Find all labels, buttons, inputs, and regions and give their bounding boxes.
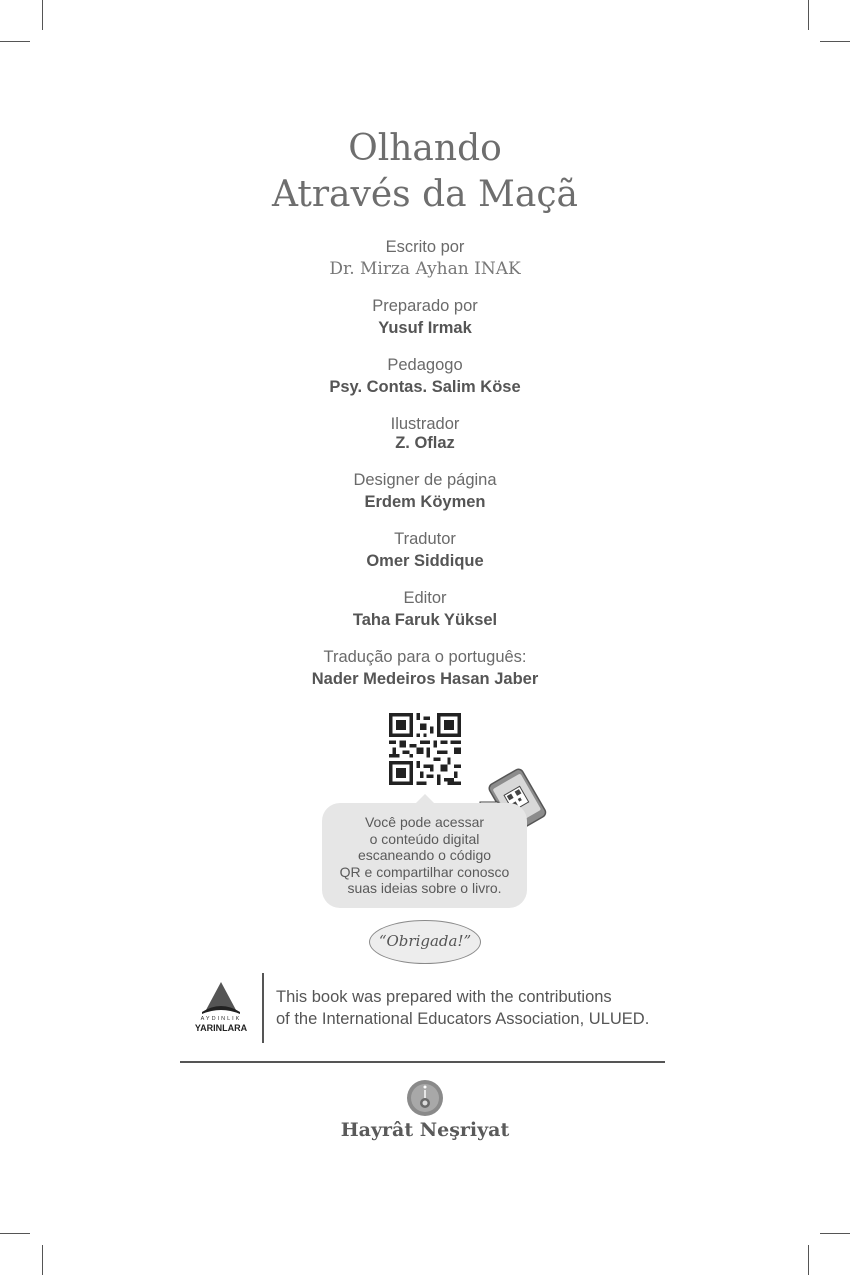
credits-list (0, 236, 850, 705)
credit-name: Dr. Mirza Ayhan INAK (329, 259, 521, 279)
qr-message-line: escaneando o código (357, 847, 492, 863)
logo-text-top: AYDINLIK (200, 1016, 242, 1022)
divider (180, 1061, 665, 1063)
credit-role: Escrito por (385, 238, 465, 256)
credit-role: Editor (403, 589, 447, 607)
credit-name: Omer Siddique (366, 552, 484, 570)
thanks-text: Obrigada! (386, 932, 464, 950)
book-title (0, 126, 850, 218)
crop-mark (0, 1233, 30, 1234)
credit-name: Z. Oflaz (395, 434, 455, 452)
credit-translator (0, 528, 850, 572)
credit-role: Preparado por (372, 297, 478, 315)
qr-message (322, 814, 527, 897)
qr-message-line: QR e compartilhar conosco (339, 863, 510, 880)
qr-message-line: Você pode acessar (364, 814, 485, 830)
publisher-name: Hayrât Neşriyat (340, 1119, 510, 1141)
credit-name: Psy. Contas. Salim Köse (329, 378, 521, 396)
thanks-badge: “Obrigada!” (369, 920, 481, 964)
credit-portuguese-translation (0, 646, 850, 690)
credit-name: Nader Medeiros Hasan Jaber (311, 670, 539, 688)
credit-name: Erdem Köymen (364, 493, 486, 511)
contribution-line: This book was prepared with the contributions (276, 988, 612, 1006)
credit-role: Tradução para o português: (323, 648, 527, 666)
credit-role: Ilustrador (390, 415, 460, 433)
credit-page-designer (0, 469, 850, 513)
divider (262, 973, 264, 1043)
contribution-note (276, 986, 676, 1030)
credit-role: Tradutor (394, 530, 456, 548)
qr-code-icon[interactable] (389, 713, 461, 785)
contribution-line: of the International Educators Association, ULUED. (276, 1010, 650, 1028)
book-title-line-1: Olhando (348, 128, 502, 169)
crop-mark (820, 41, 850, 42)
crop-mark (42, 0, 43, 30)
credit-editor (0, 587, 850, 631)
hayrat-logo-icon (405, 1078, 445, 1118)
crop-mark (42, 1245, 43, 1275)
credit-role: Pedagogo (387, 356, 463, 374)
logo-text-bottom: YARINLARA (194, 1023, 248, 1033)
crop-mark (820, 1233, 850, 1234)
credit-author (0, 236, 850, 280)
qr-message-line: suas ideias sobre o livro. (347, 880, 502, 896)
credit-name: Taha Faruk Yüksel (352, 611, 498, 629)
credit-preparer (0, 295, 850, 339)
credit-name: Yusuf Irmak (378, 319, 472, 337)
credit-role: Designer de página (353, 471, 497, 489)
credit-pedagogue (0, 354, 850, 398)
credit-illustrator (0, 413, 850, 454)
crop-mark (0, 41, 30, 42)
book-title-line-2: Através da Maçã (272, 174, 578, 215)
crop-mark (808, 1245, 809, 1275)
crop-mark (808, 0, 809, 30)
qr-message-line: o conteúdo digital (369, 830, 480, 847)
